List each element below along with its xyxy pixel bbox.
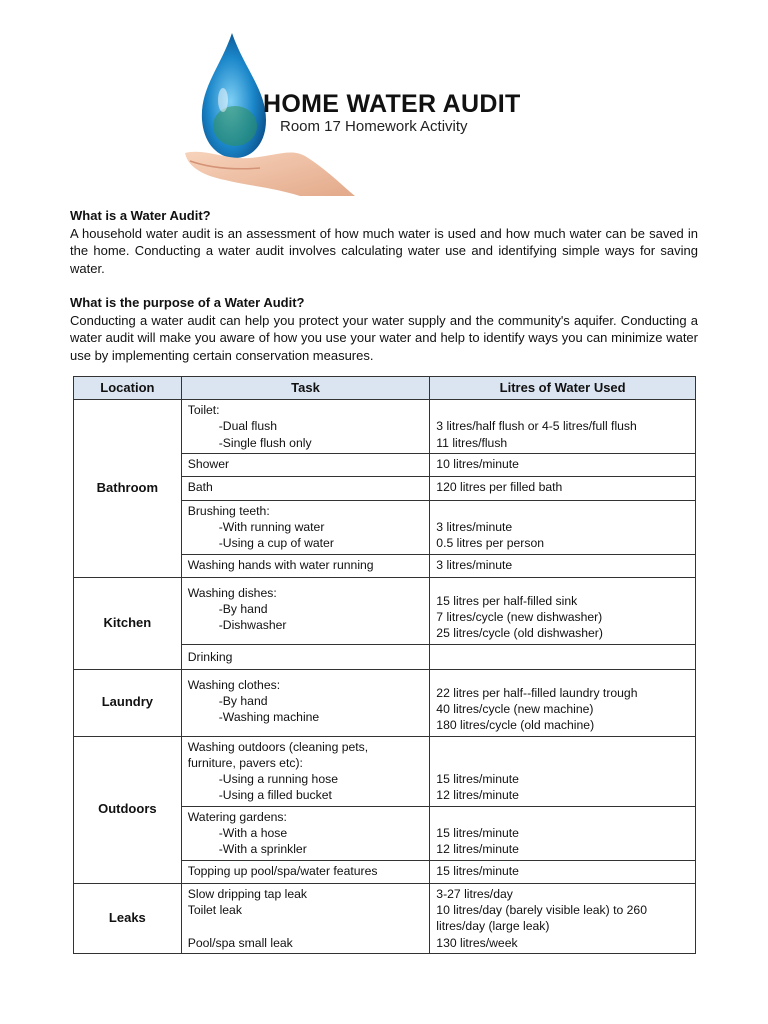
table-header-row xyxy=(74,377,696,400)
column-header-litres: Litres of Water Used xyxy=(430,377,696,400)
task-cell: Washing clothes: -By hand -Washing machine xyxy=(181,669,430,736)
document-subtitle: Room 17 Homework Activity xyxy=(280,118,468,135)
litres-cell: 22 litres per half--filled laundry trough 40 litres/cycle (new machine) 180 litres/cycle (old machine) xyxy=(430,669,696,736)
task-cell: Washing hands with water running xyxy=(181,554,430,577)
litres-cell: 3 litres/minute xyxy=(430,554,696,577)
task-cell: Topping up pool/spa/water features xyxy=(181,860,430,883)
litres-cell: 120 litres per filled bath xyxy=(430,476,696,500)
location-leaks: Leaks xyxy=(74,883,182,953)
litres-cell: 3-27 litres/day 10 litres/day (barely visible leak) to 260 litres/day (large leak) 130 litres/week xyxy=(430,883,696,953)
intro-content xyxy=(70,207,698,381)
litres-cell: 15 litres per half-filled sink 7 litres/cycle (new dishwasher) 25 litres/cycle (old dishwasher) xyxy=(430,577,696,644)
document-title: HOME WATER AUDIT xyxy=(263,90,521,118)
task-cell: Toilet: -Dual flush -Single flush only xyxy=(181,400,430,454)
location-kitchen: Kitchen xyxy=(74,577,182,669)
column-header-location: Location xyxy=(74,377,182,400)
table-row xyxy=(74,736,696,806)
litres-cell: 15 litres/minute 12 litres/minute xyxy=(430,806,696,860)
litres-cell: 15 litres/minute 12 litres/minute xyxy=(430,736,696,806)
document-header xyxy=(0,20,768,205)
section-heading: What is the purpose of a Water Audit? xyxy=(70,295,305,310)
section-body: A household water audit is an assessment of how much water is used and how much water can be saved in the home. Conducting a water audit involves calculating water use and identifying simple ways for saving water. xyxy=(70,225,698,276)
litres-cell: 15 litres/minute xyxy=(430,860,696,883)
column-header-task: Task xyxy=(181,377,430,400)
task-cell: Washing outdoors (cleaning pets, furniture, pavers etc): -Using a running hose -Using a filled bucket xyxy=(181,736,430,806)
section-body: Conducting a water audit can help you protect your water supply and the community's aquifer. Conducting a water audit will make you aware of how you use your water and help to identify ways you can minimize water use by implementing certain conservation measures. xyxy=(70,312,698,363)
location-bathroom: Bathroom xyxy=(74,400,182,578)
task-cell: Washing dishes: -By hand -Dishwasher xyxy=(181,577,430,644)
table-row xyxy=(74,577,696,644)
litres-cell: 3 litres/minute 0.5 litres per person xyxy=(430,500,696,554)
litres-cell: 3 litres/half flush or 4-5 litres/full flush 11 litres/flush xyxy=(430,400,696,454)
section-heading: What is a Water Audit? xyxy=(70,208,211,223)
table-row xyxy=(74,669,696,736)
task-cell: Bath xyxy=(181,476,430,500)
litres-cell: 10 litres/minute xyxy=(430,453,696,476)
task-cell: Shower xyxy=(181,453,430,476)
location-laundry: Laundry xyxy=(74,669,182,736)
water-usage-table xyxy=(73,376,696,954)
table-row xyxy=(74,400,696,454)
table-row xyxy=(74,883,696,953)
task-cell: Drinking xyxy=(181,644,430,669)
litres-cell xyxy=(430,644,696,669)
task-cell: Brushing teeth: -With running water -Using a cup of water xyxy=(181,500,430,554)
location-outdoors: Outdoors xyxy=(74,736,182,883)
task-cell: Slow dripping tap leak Toilet leak Pool/spa small leak xyxy=(181,883,430,953)
task-cell: Watering gardens: -With a hose -With a sprinkler xyxy=(181,806,430,860)
